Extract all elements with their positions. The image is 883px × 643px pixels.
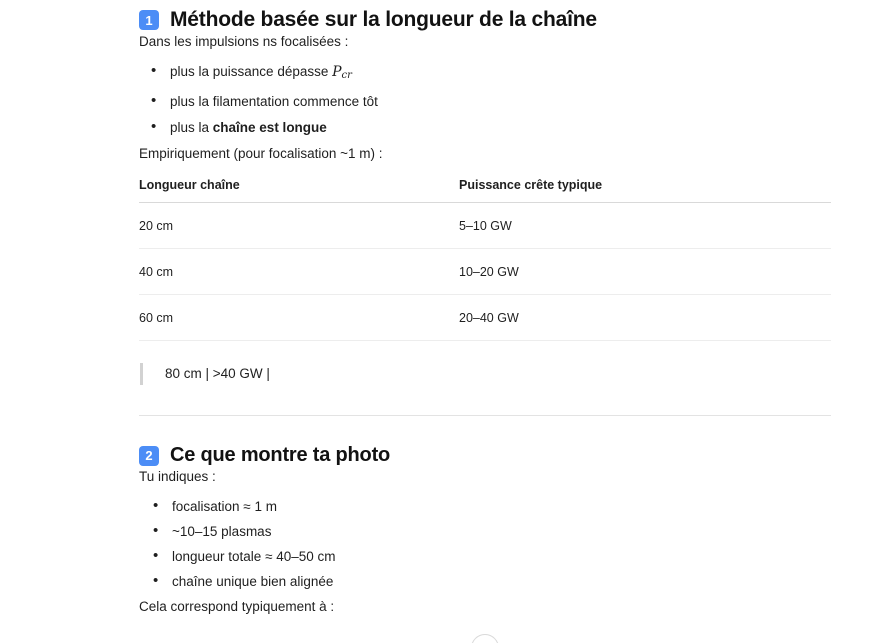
table-row — [139, 249, 831, 295]
section-2-bullet-list — [139, 497, 831, 592]
section-2-intro: Tu indiques : — [139, 469, 216, 484]
blockquote-overflow-row — [140, 363, 831, 385]
power-length-table — [139, 178, 831, 341]
list-item — [139, 497, 831, 517]
bullet-text: plus la filamentation commence tôt — [170, 94, 378, 109]
table-row — [139, 295, 831, 341]
table-header — [139, 178, 831, 203]
cell-length: 40 cm — [139, 249, 459, 295]
section-1-intro: Dans les impulsions ns focalisées : — [139, 34, 349, 49]
section-2-heading — [139, 444, 831, 467]
list-item — [139, 547, 831, 567]
bullet-text: chaîne unique bien alignée — [172, 574, 334, 589]
section-number-badge: 2 — [139, 446, 159, 466]
bullet-text: plus la puissance dépasse — [170, 64, 333, 79]
section-1-empirical-note: Empiriquement (pour focalisation ~1 m) : — [139, 146, 383, 161]
section-1-title: Méthode basée sur la longueur de la chaîne — [170, 8, 597, 31]
blockquote-text: 80 cm | >40 GW | — [165, 366, 270, 381]
math-subscript-cr: cr — [341, 70, 352, 81]
section-2-title: Ce que montre ta photo — [170, 444, 391, 466]
table-row — [139, 203, 831, 249]
section-2-closing: Cela correspond typiquement à : — [139, 599, 335, 614]
scroll-button-partial-icon[interactable] — [471, 634, 499, 643]
bullet-text: ~10–15 plasmas — [172, 524, 272, 539]
cell-power: 20–40 GW — [459, 295, 831, 341]
list-item — [139, 522, 831, 542]
bullet-text: focalisation ≈ 1 m — [172, 499, 277, 514]
cell-length: 20 cm — [139, 203, 459, 249]
column-header-length: Longueur chaîne — [139, 178, 459, 203]
list-item — [139, 118, 831, 138]
list-item — [139, 572, 831, 592]
bullet-text-bold: chaîne est longue — [212, 120, 327, 135]
table-body — [139, 203, 831, 341]
section-number-badge: 1 — [139, 10, 159, 30]
section-1-bullet-list — [139, 62, 831, 138]
cell-length: 60 cm — [139, 295, 459, 341]
list-item — [139, 92, 831, 112]
math-variable-P: P — [332, 64, 342, 80]
table-header-row — [139, 178, 831, 203]
bullet-text: longueur totale ≈ 40–50 cm — [172, 549, 336, 564]
cell-power: 5–10 GW — [459, 203, 831, 249]
cell-power: 10–20 GW — [459, 249, 831, 295]
list-item — [139, 62, 831, 86]
column-header-power: Puissance crête typique — [459, 178, 831, 203]
section-divider — [139, 415, 831, 416]
document-content — [139, 0, 831, 617]
bullet-text: plus la — [170, 120, 213, 135]
section-1-heading — [139, 8, 831, 32]
